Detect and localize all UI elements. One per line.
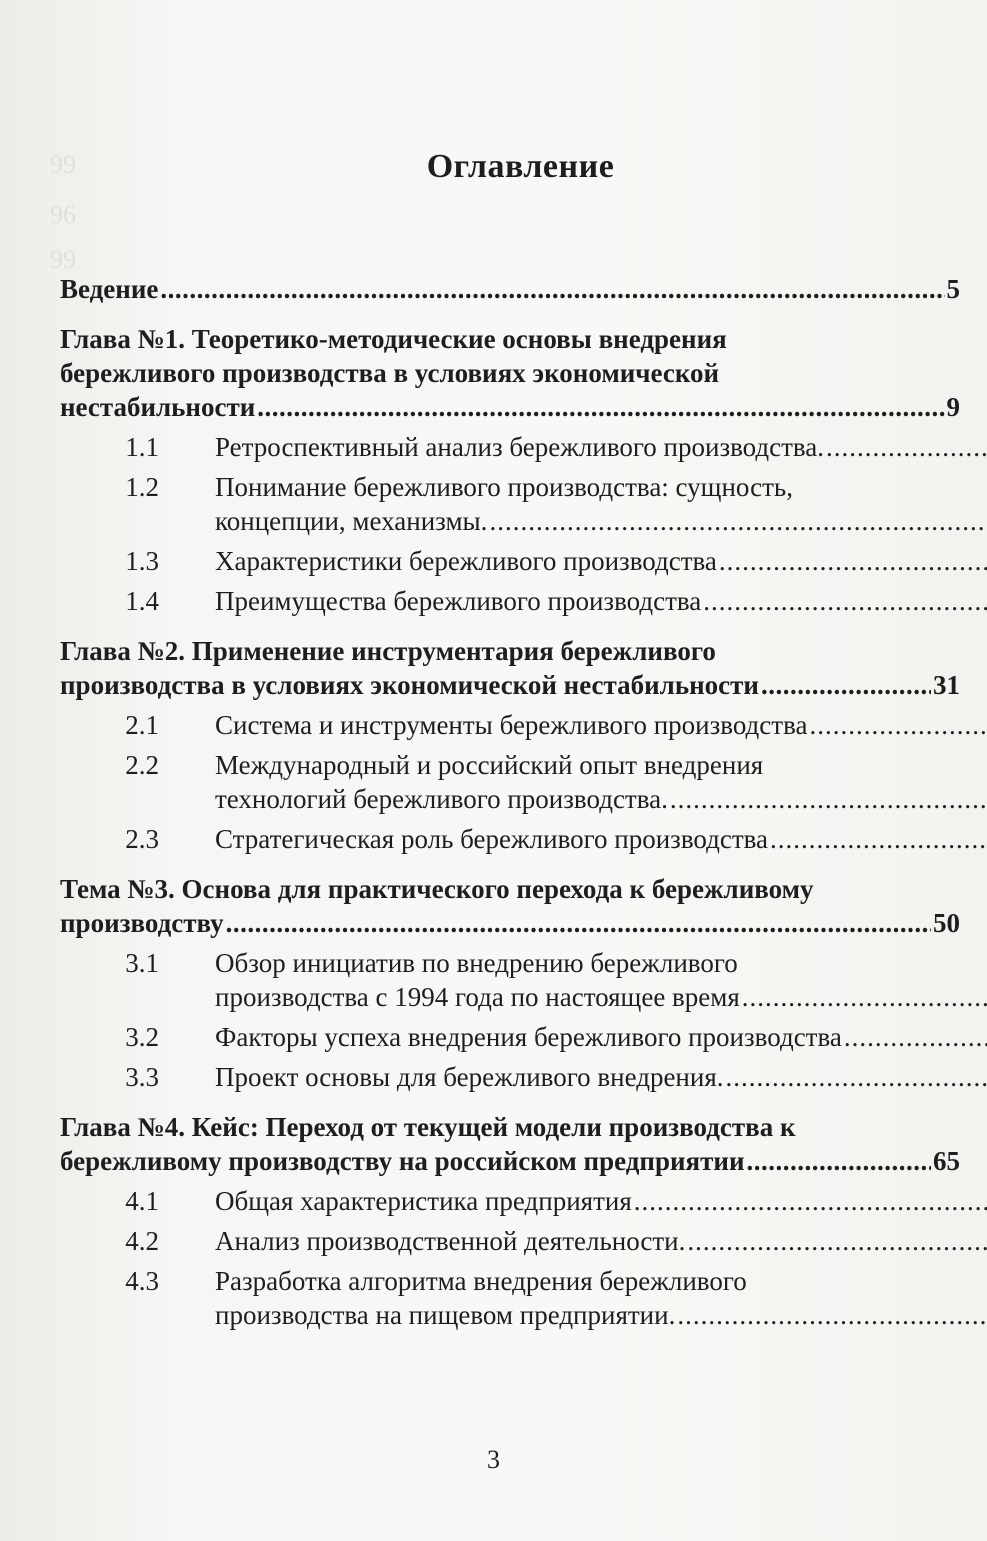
toc-last-line: [215, 708, 987, 742]
dot-leader: [687, 1224, 987, 1258]
toc-chapter-4[interactable]: [60, 1110, 960, 1178]
toc-section-number: 2.1: [125, 710, 159, 740]
bleed-through-mark: 99: [50, 245, 76, 274]
toc-line-text: Система и инструменты бережливого производства: [215, 710, 808, 740]
toc-last-line: [215, 1060, 987, 1094]
toc-subsection-body: [215, 1264, 987, 1332]
dot-leader: [160, 272, 944, 306]
toc-line-text: Проект основы для бережливого внедрения.: [215, 1062, 724, 1092]
dot-leader: [670, 782, 987, 816]
dot-leader: [257, 390, 944, 424]
toc-subsection-body: [215, 1184, 987, 1218]
toc-line: Тема №3. Основа для практического перехода к бережливому: [60, 874, 814, 904]
toc-line: Глава №2. Применение инструментария бережливого: [60, 636, 716, 666]
chapter-spacer: [60, 862, 960, 872]
toc-page-number: 5: [946, 274, 960, 304]
toc-subsection[interactable]: [60, 544, 960, 578]
toc-last-line: [60, 390, 960, 424]
toc-subsection[interactable]: [60, 708, 960, 742]
toc-chapter-2[interactable]: [60, 634, 960, 702]
toc-line: Понимание бережливого производства: сущность,: [215, 472, 793, 502]
dot-leader: [826, 430, 987, 464]
toc-section-number: 1.1: [125, 432, 159, 462]
toc-subsection[interactable]: [60, 584, 960, 618]
toc-section-number: 2.2: [125, 750, 159, 780]
toc-last-line: [215, 822, 987, 856]
toc-last-line: [60, 668, 960, 702]
page-number: 3: [487, 1445, 500, 1474]
toc-line-text: Ретроспективный анализ бережливого производства.: [215, 432, 825, 462]
toc-line-text: производства с 1994 года по настоящее время: [215, 982, 740, 1012]
toc-title: Оглавление: [426, 148, 615, 185]
toc-section-number: 3.1: [125, 948, 159, 978]
chapter-spacer: [60, 1100, 960, 1110]
toc-line-text: Факторы успеха внедрения бережливого производства: [215, 1022, 842, 1052]
toc-line-text: производства на пищевом предприятии.: [215, 1300, 676, 1330]
toc-subsection[interactable]: [60, 1184, 960, 1218]
toc-page-number: 50: [933, 908, 960, 938]
toc-line-text: Характеристики бережливого производства: [215, 546, 717, 576]
chapter-spacer: [60, 624, 960, 634]
toc-line-text: производству: [60, 908, 224, 938]
toc-subsection[interactable]: [60, 430, 960, 464]
toc-line-text: нестабильности: [60, 392, 256, 422]
toc-section-number: 1.2: [125, 472, 159, 502]
toc-line: Глава №4. Кейс: Переход от текущей модели производства к: [60, 1112, 796, 1142]
toc-line-text: технологий бережливого производства.: [215, 784, 668, 814]
toc-last-line: [215, 1020, 987, 1054]
toc-subsection-body: [215, 708, 987, 742]
dot-leader: [677, 1298, 987, 1332]
toc-subsection[interactable]: [60, 1264, 960, 1332]
toc-subsection-body: [215, 430, 987, 464]
toc-last-line: [215, 584, 987, 618]
toc-subsection[interactable]: [60, 748, 960, 816]
toc-last-line: [215, 544, 987, 578]
toc-line-text: бережливому производству на российском предприятии: [60, 1146, 745, 1176]
toc-subsection-body: [215, 1224, 987, 1258]
toc-line-text: производства в условиях экономической нестабильности: [60, 670, 759, 700]
toc-section-number: 1.3: [125, 546, 159, 576]
dot-leader: [742, 980, 987, 1014]
dot-leader: [726, 1060, 987, 1094]
toc-entry-title: Ведение: [60, 274, 159, 304]
toc-line: Разработка алгоритма внедрения бережливого: [215, 1266, 747, 1296]
toc-page-number: 65: [933, 1146, 960, 1176]
toc-last-line: [215, 782, 987, 816]
dot-leader: [489, 504, 987, 538]
toc-subsection-body: [215, 544, 987, 578]
toc-last-line: [60, 1144, 960, 1178]
toc-subsection-body: [215, 1020, 987, 1054]
toc-subsection[interactable]: [60, 1060, 960, 1094]
toc-line: Обзор инициатив по внедрению бережливого: [215, 948, 738, 978]
toc-section-number: 4.1: [125, 1186, 159, 1216]
toc-subsection-body: [215, 584, 987, 618]
toc-subsection-body: [215, 1060, 987, 1094]
toc-last-line: [60, 906, 960, 940]
toc-section-number: 2.3: [125, 824, 159, 854]
toc-page-number: 31: [933, 670, 960, 700]
dot-leader: [761, 668, 931, 702]
toc-entry-introduction[interactable]: [60, 272, 960, 306]
toc-subsection[interactable]: [60, 1020, 960, 1054]
dot-leader: [844, 1020, 987, 1054]
bleed-through-mark: 96: [50, 200, 76, 229]
toc-last-line: [215, 980, 987, 1014]
toc-last-line: [215, 1224, 987, 1258]
bleed-through-mark: 99: [50, 150, 76, 179]
dot-leader: [226, 906, 931, 940]
toc-line-text: Стратегическая роль бережливого производства: [215, 824, 769, 854]
toc-section-number: 3.3: [125, 1062, 159, 1092]
toc-last-line: [215, 1184, 987, 1218]
toc-subsection-body: [215, 946, 987, 1014]
toc-chapter-3[interactable]: [60, 872, 960, 940]
table-of-contents: [60, 272, 960, 1332]
toc-subsection-body: [215, 748, 987, 816]
toc-section-number: 4.3: [125, 1266, 159, 1296]
toc-section-number: 4.2: [125, 1226, 159, 1256]
dot-leader: [719, 544, 987, 578]
toc-line-text: Анализ производственной деятельности.: [215, 1226, 686, 1256]
toc-subsection-body: [215, 470, 987, 538]
dot-leader: [770, 822, 987, 856]
toc-line: бережливого производства в условиях экономической: [60, 358, 720, 388]
toc-last-line: [215, 1298, 987, 1332]
toc-page-number: 9: [946, 392, 960, 422]
toc-subsection-body: [215, 822, 987, 856]
dot-leader: [809, 708, 987, 742]
dot-leader: [634, 1184, 987, 1218]
toc-section-number: 1.4: [125, 586, 159, 616]
toc-line-text: Преимущества бережливого производства: [215, 586, 702, 616]
toc-subsection[interactable]: [60, 822, 960, 856]
toc-line: Международный и российский опыт внедрения: [215, 750, 764, 780]
toc-line: Глава №1. Теоретико-методические основы внедрения: [60, 324, 727, 354]
dot-leader: [747, 1144, 931, 1178]
toc-line-text: Общая характеристика предприятия: [215, 1186, 632, 1216]
toc-last-line: [215, 504, 987, 538]
toc-line-text: концепции, механизмы.: [215, 506, 488, 536]
toc-subsection[interactable]: [60, 470, 960, 538]
toc-subsection[interactable]: [60, 1224, 960, 1258]
toc-last-line: [215, 430, 987, 464]
toc-subsection[interactable]: [60, 946, 960, 1014]
toc-section-number: 3.2: [125, 1022, 159, 1052]
dot-leader: [703, 584, 987, 618]
toc-chapter-1[interactable]: [60, 322, 960, 424]
